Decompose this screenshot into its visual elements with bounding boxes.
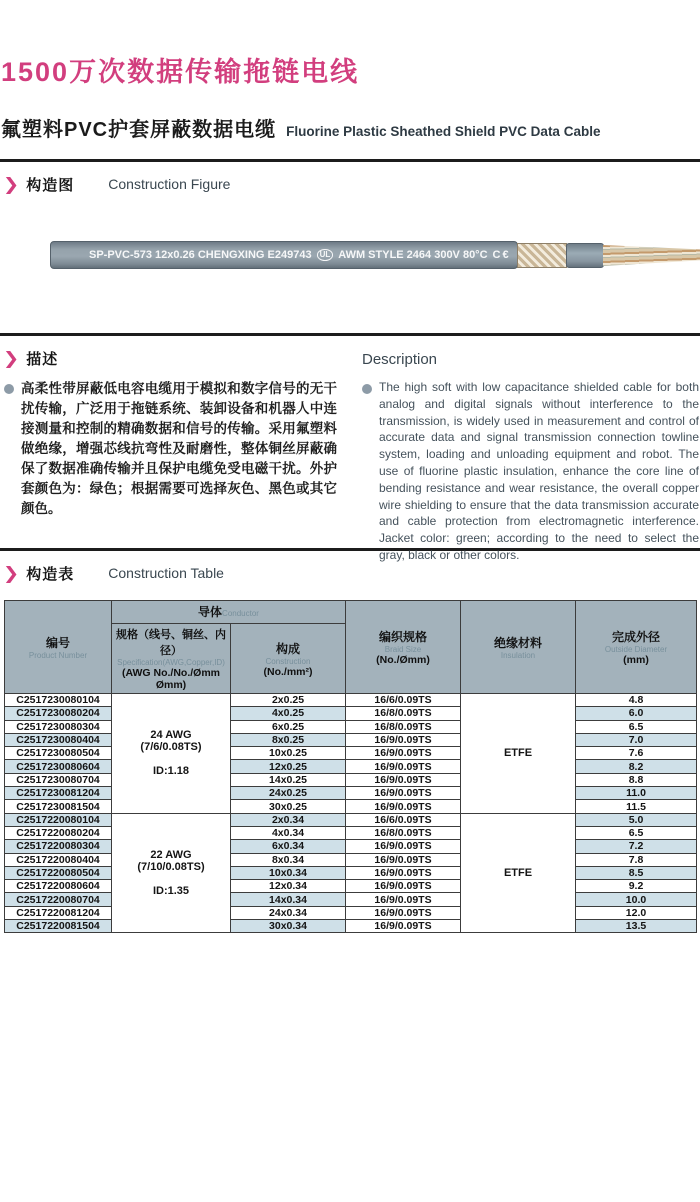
braid-size-cell: 16/6/0.09TS — [346, 813, 461, 826]
cable-exposed-wires — [603, 245, 700, 266]
outside-diameter-cell: 10.0 — [576, 893, 697, 906]
braid-size-cell: 16/9/0.09TS — [346, 920, 461, 933]
braid-size-cell: 16/9/0.09TS — [346, 760, 461, 773]
header-product-en: Product Number — [28, 651, 88, 660]
outside-diameter-cell: 7.6 — [576, 747, 697, 760]
insulation-cell: ETFE — [461, 813, 576, 933]
table-row — [5, 893, 697, 906]
cable-print-text — [89, 249, 511, 261]
cable-braid-shield — [517, 243, 567, 268]
product-number-cell: C2517230080704 — [5, 773, 112, 786]
header-spec-en: Specification(AWG,Copper,ID) — [117, 658, 225, 667]
description-cn-item — [0, 379, 352, 519]
product-number-cell: C2517220080204 — [5, 826, 112, 839]
construction-cell: 8x0.34 — [231, 853, 346, 866]
header-conductor-en: Conductor — [222, 609, 259, 618]
header-construction-unit: (No./mm²) — [263, 665, 313, 678]
bullet-icon — [362, 384, 372, 394]
table-row — [5, 840, 697, 853]
braid-size-cell: 16/9/0.09TS — [346, 880, 461, 893]
table-row — [5, 707, 697, 720]
cable-jacket — [50, 241, 518, 269]
construction-table-body — [5, 694, 697, 933]
header-conductor-cn: 导体 — [198, 605, 223, 619]
section-title-cn: 构造表 — [26, 565, 75, 583]
table-row — [5, 920, 697, 933]
product-number-cell: C2517220081204 — [5, 906, 112, 919]
product-subtitle — [1, 113, 700, 142]
section-header-construction-figure — [4, 171, 700, 197]
header-spec-cn: 规格（线号、铜丝、内径） — [116, 629, 226, 657]
cable-figure — [50, 241, 700, 273]
outside-diameter-cell: 13.5 — [576, 920, 697, 933]
product-number-cell: C2517230080104 — [5, 694, 112, 707]
construction-cell: 14x0.25 — [231, 773, 346, 786]
cable-print-middle: AWM STYLE 2464 300V 80°C — [338, 249, 488, 261]
header-od-cn: 完成外径 — [611, 630, 660, 644]
header-insulation — [461, 601, 576, 694]
outside-diameter-cell: 6.0 — [576, 707, 697, 720]
braid-size-cell: 16/9/0.09TS — [346, 800, 461, 813]
product-number-cell: C2517230080504 — [5, 747, 112, 760]
description-en-text: The high soft with low capacitance shielded cable for both analog and digital signals without interference to the transmission, is widely used in measurement and control of accurate data and signal transmission connection towline system, loading and unloading equipment and robot. The use of fluorine plastic insulation, enhance the core line of bending resistance and wear resistance, the overall copper wire shielding to ensure that the data transmission accurate and cable protection from electromagnetic interference. Jacket color: green; according to the need to select the gray, black or other colors. — [379, 380, 699, 562]
table-row — [5, 694, 697, 707]
section-header-construction-table — [4, 560, 700, 586]
outside-diameter-cell: 9.2 — [576, 880, 697, 893]
construction-cell: 30x0.34 — [231, 920, 346, 933]
ul-mark-icon: UL — [317, 249, 334, 261]
section-header-description-cn — [4, 345, 352, 371]
braid-size-cell: 16/9/0.09TS — [346, 773, 461, 786]
table-row — [5, 720, 697, 733]
specification-cell — [112, 694, 231, 814]
table-row — [5, 747, 697, 760]
construction-cell: 12x0.25 — [231, 760, 346, 773]
description-section — [0, 336, 700, 562]
section-title-en: Construction Table — [108, 565, 224, 581]
description-english-column — [352, 336, 700, 562]
product-number-cell: C2517220080704 — [5, 893, 112, 906]
header-construction-cn: 构成 — [275, 641, 300, 656]
braid-size-cell: 16/8/0.09TS — [346, 826, 461, 839]
section-title-cn: 描述 — [26, 350, 59, 368]
table-row — [5, 760, 697, 773]
table-row — [5, 906, 697, 919]
construction-cell: 10x0.34 — [231, 866, 346, 879]
outside-diameter-cell: 5.0 — [576, 813, 697, 826]
section-header-description-en: Description — [362, 350, 438, 368]
construction-cell: 10x0.25 — [231, 747, 346, 760]
construction-cell: 2x0.34 — [231, 813, 346, 826]
cable-print-prefix: SP-PVC-573 12x0.26 CHENGXING E249743 — [89, 249, 312, 261]
table-row — [5, 787, 697, 800]
braid-size-cell: 16/9/0.09TS — [346, 787, 461, 800]
insulation-cell: ETFE — [461, 694, 576, 814]
header-construction-en: Construction — [265, 656, 311, 666]
outside-diameter-cell: 6.5 — [576, 720, 697, 733]
header-construction — [231, 624, 346, 694]
braid-size-cell: 16/6/0.09TS — [346, 694, 461, 707]
header-spec-unit: (AWG No./No./Ømm Ømm) — [122, 667, 220, 691]
table-row — [5, 853, 697, 866]
table-row — [5, 733, 697, 746]
spec-line: 24 AWG — [150, 729, 192, 742]
construction-cell: 14x0.34 — [231, 893, 346, 906]
construction-cell: 2x0.25 — [231, 694, 346, 707]
table-row — [5, 813, 697, 826]
chevron-icon: ❯ — [2, 174, 20, 194]
braid-size-cell: 16/8/0.09TS — [346, 720, 461, 733]
product-number-cell: C2517220080604 — [5, 880, 112, 893]
construction-cell: 12x0.34 — [231, 880, 346, 893]
braid-size-cell: 16/9/0.09TS — [346, 733, 461, 746]
header-product-number — [5, 601, 112, 694]
outside-diameter-cell: 7.0 — [576, 733, 697, 746]
product-number-cell: C2517230080404 — [5, 733, 112, 746]
page-title: 1500万次数据传输拖链电线 — [1, 57, 360, 87]
table-row — [5, 866, 697, 879]
table-row — [5, 880, 697, 893]
section-title-cn: 构造图 — [26, 176, 75, 194]
subtitle-english: Fluorine Plastic Sheathed Shield PVC Data Cable — [286, 124, 601, 139]
outside-diameter-cell: 6.5 — [576, 826, 697, 839]
description-en-item — [358, 379, 700, 564]
header-od-en: Outside Diameter — [604, 645, 668, 654]
header-product-cn: 编号 — [45, 636, 70, 650]
header-od-unit: (mm) — [623, 654, 649, 666]
header-conductor-group — [112, 601, 346, 624]
section-title-en: Construction Figure — [108, 176, 231, 192]
construction-table-header — [5, 601, 697, 694]
product-number-cell: C2517220080504 — [5, 866, 112, 879]
header-braid-cn: 编织规格 — [378, 630, 427, 644]
construction-cell: 4x0.25 — [231, 707, 346, 720]
chevron-icon: ❯ — [2, 348, 20, 368]
construction-cell: 8x0.25 — [231, 733, 346, 746]
description-chinese-column — [0, 336, 352, 548]
datasheet-page — [0, 50, 700, 933]
construction-cell: 6x0.25 — [231, 720, 346, 733]
spec-line: (7/6/0.08TS) — [140, 741, 202, 754]
header-braid-en: Braid Size — [384, 645, 422, 654]
outside-diameter-cell: 11.0 — [576, 787, 697, 800]
product-number-cell: C2517220080304 — [5, 840, 112, 853]
description-cn-text: 高柔性带屏蔽低电容电缆用于模拟和数字信号的无干扰传输，广泛用于拖链系统、装卸设备和机器人中连接测量和控制的精确数据和信号的传输。采用氟塑料做绝缘，增强芯线抗弯性及耐磨性，整体铜丝屏蔽确保了数据准确传输并且保护电缆免受电磁干扰。外护套颜色为：绿色；根据需要可选择灰色、黑色或其它颜色。 — [21, 381, 337, 516]
outside-diameter-cell: 11.5 — [576, 800, 697, 813]
cable-inner-sheath — [566, 243, 604, 268]
outside-diameter-cell: 12.0 — [576, 906, 697, 919]
braid-size-cell: 16/9/0.09TS — [346, 866, 461, 879]
braid-size-cell: 16/9/0.09TS — [346, 853, 461, 866]
table-row — [5, 800, 697, 813]
product-number-cell: C2517230081504 — [5, 800, 112, 813]
outside-diameter-cell: 4.8 — [576, 694, 697, 707]
braid-size-cell: 16/9/0.09TS — [346, 893, 461, 906]
spec-line: ID:1.35 — [152, 885, 190, 897]
outside-diameter-cell: 8.8 — [576, 773, 697, 786]
spec-line: (7/10/0.08TS) — [137, 861, 205, 873]
product-number-cell: C2517230081204 — [5, 787, 112, 800]
header-insulation-en: Insulation — [500, 651, 536, 660]
construction-cell: 4x0.34 — [231, 826, 346, 839]
outside-diameter-cell: 8.5 — [576, 866, 697, 879]
construction-cell: 24x0.25 — [231, 787, 346, 800]
outside-diameter-cell: 8.2 — [576, 760, 697, 773]
braid-size-cell: 16/9/0.09TS — [346, 747, 461, 760]
subtitle-chinese: 氟塑料PVC护套屏蔽数据电缆 — [1, 119, 277, 141]
product-number-cell: C2517220081504 — [5, 920, 112, 933]
spec-line: 22 AWG — [150, 849, 192, 861]
header-braid-unit: (No./Ømm) — [376, 654, 430, 666]
specification-cell — [112, 813, 231, 933]
header-outside-diameter — [576, 601, 697, 694]
header-insulation-cn: 绝缘材料 — [493, 636, 542, 650]
bullet-icon — [4, 384, 14, 394]
table-group-header-row — [5, 601, 697, 624]
braid-size-cell: 16/8/0.09TS — [346, 707, 461, 720]
chevron-icon: ❯ — [2, 563, 20, 583]
header-braid-size — [346, 601, 461, 694]
braid-size-cell: 16/9/0.09TS — [346, 840, 461, 853]
section-divider — [0, 159, 700, 162]
header-specification — [112, 624, 231, 694]
construction-cell: 30x0.25 — [231, 800, 346, 813]
spec-line: ID:1.18 — [152, 765, 190, 778]
product-number-cell: C2517220080104 — [5, 813, 112, 826]
construction-table — [4, 600, 697, 933]
product-number-cell: C2517220080404 — [5, 853, 112, 866]
table-row — [5, 773, 697, 786]
product-number-cell: C2517230080604 — [5, 760, 112, 773]
outside-diameter-cell: 7.8 — [576, 853, 697, 866]
braid-size-cell: 16/9/0.09TS — [346, 906, 461, 919]
construction-cell: 6x0.34 — [231, 840, 346, 853]
construction-cell: 24x0.34 — [231, 906, 346, 919]
table-row — [5, 826, 697, 839]
product-number-cell: C2517230080304 — [5, 720, 112, 733]
ce-mark-icon: C€ — [492, 249, 511, 261]
outside-diameter-cell: 7.2 — [576, 840, 697, 853]
product-number-cell: C2517230080204 — [5, 707, 112, 720]
